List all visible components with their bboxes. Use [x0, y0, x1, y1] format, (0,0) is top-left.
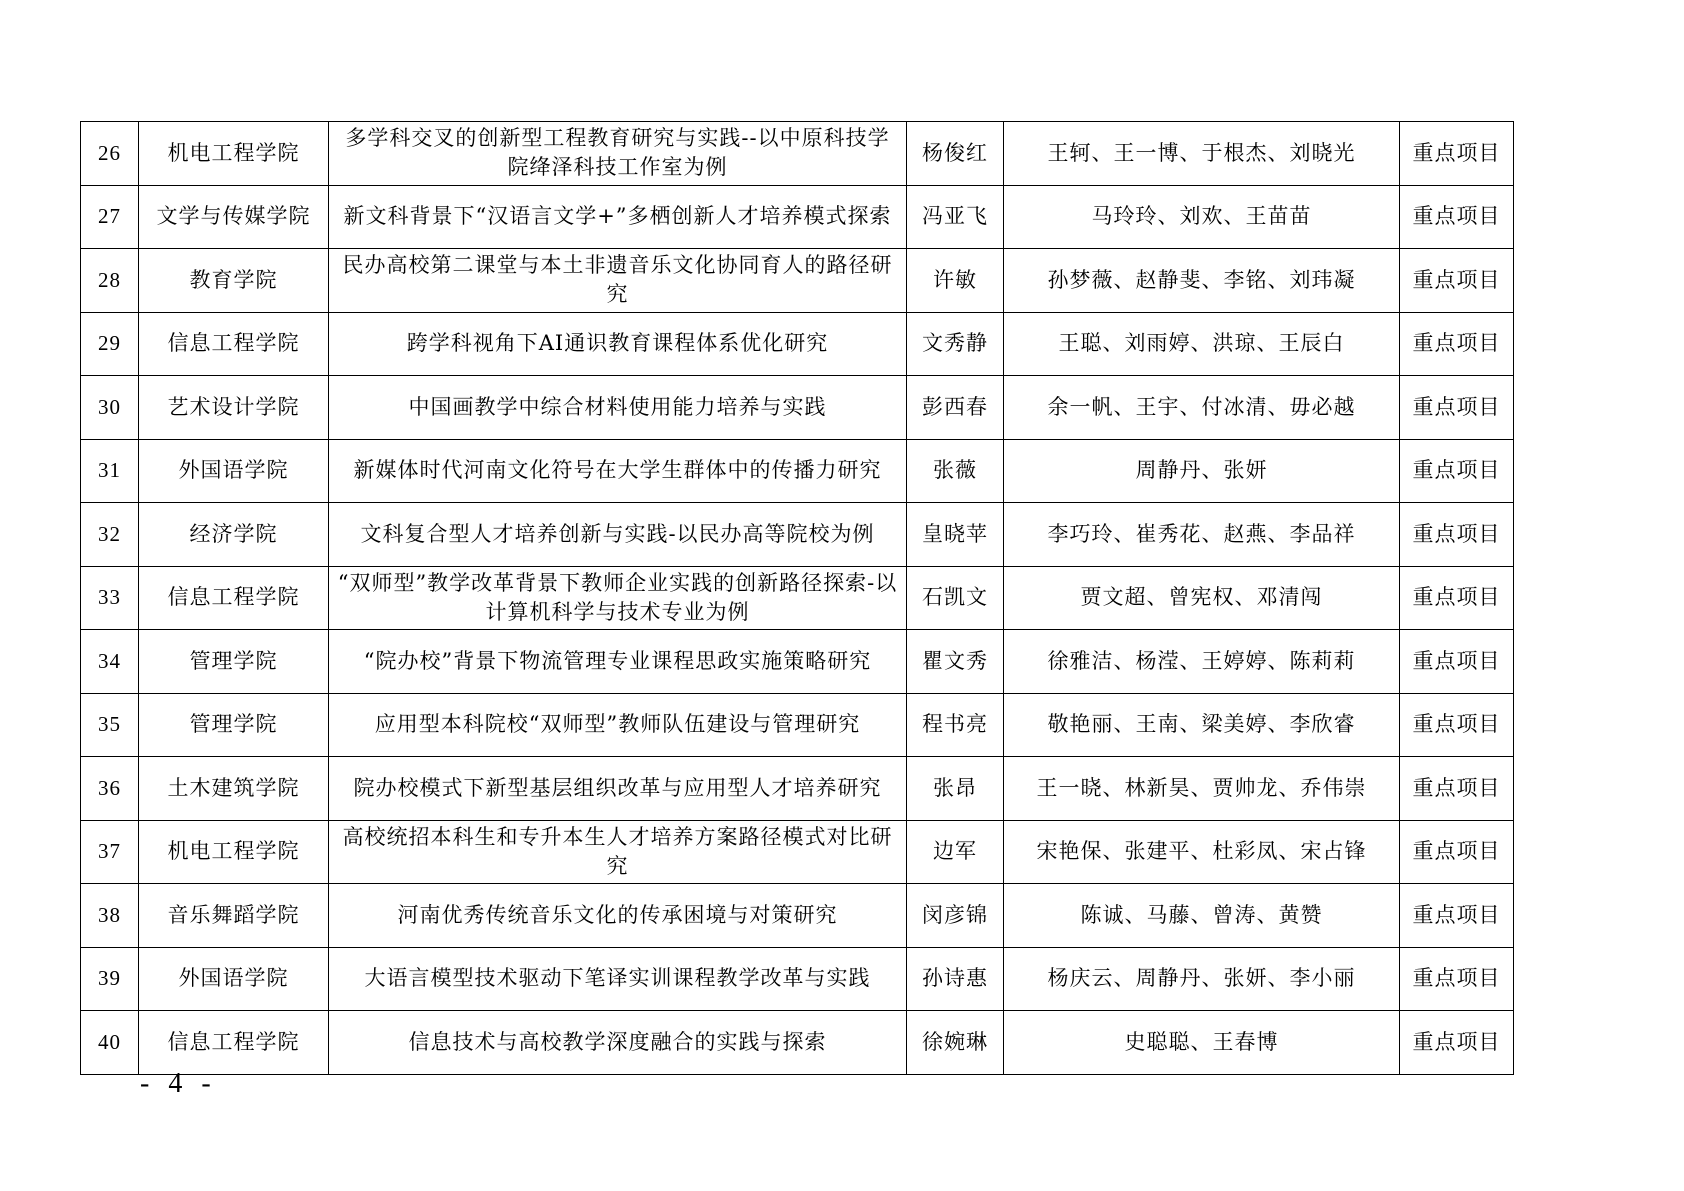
project-leader-cell: 边军	[907, 820, 1004, 884]
table-row	[81, 376, 1514, 440]
college-cell: 经济学院	[139, 503, 329, 567]
project-leader-cell: 孙诗惠	[907, 947, 1004, 1011]
team-members-cell: 李巧玲、崔秀花、赵燕、李品祥	[1004, 503, 1400, 567]
project-title-cell: 河南优秀传统音乐文化的传承困境与对策研究	[329, 884, 907, 948]
project-title-cell: 多学科交叉的创新型工程教育研究与实践--以中原科技学院绛泽科技工作室为例	[329, 122, 907, 186]
project-level-cell: 重点项目	[1400, 630, 1514, 694]
college-cell: 信息工程学院	[139, 1011, 329, 1075]
project-title-cell: “院办校”背景下物流管理专业课程思政实施策略研究	[329, 630, 907, 694]
college-cell: 机电工程学院	[139, 820, 329, 884]
table-row	[81, 566, 1514, 630]
project-level-cell: 重点项目	[1400, 693, 1514, 757]
team-members-cell: 徐雅洁、杨滢、王婷婷、陈莉莉	[1004, 630, 1400, 694]
project-leader-cell: 杨俊红	[907, 122, 1004, 186]
project-title-cell: 新文科背景下“汉语言文学+”多栖创新人才培养模式探索	[329, 185, 907, 249]
project-level-cell: 重点项目	[1400, 122, 1514, 186]
team-members-cell: 余一帆、王宇、付冰清、毋必越	[1004, 376, 1400, 440]
project-level-cell: 重点项目	[1400, 947, 1514, 1011]
project-level-cell: 重点项目	[1400, 185, 1514, 249]
project-leader-cell: 张薇	[907, 439, 1004, 503]
project-title-cell: 跨学科视角下AI通识教育课程体系优化研究	[329, 312, 907, 376]
project-level-cell: 重点项目	[1400, 249, 1514, 313]
table-row	[81, 249, 1514, 313]
college-cell: 文学与传媒学院	[139, 185, 329, 249]
college-cell: 土木建筑学院	[139, 757, 329, 821]
college-cell: 信息工程学院	[139, 312, 329, 376]
table-row	[81, 630, 1514, 694]
page-number: - 4 -	[140, 1068, 217, 1099]
row-number-cell: 37	[81, 820, 139, 884]
team-members-cell: 王一晓、林新昊、贾帅龙、乔伟崇	[1004, 757, 1400, 821]
row-number-cell: 33	[81, 566, 139, 630]
college-cell: 管理学院	[139, 693, 329, 757]
row-number-cell: 38	[81, 884, 139, 948]
college-cell: 机电工程学院	[139, 122, 329, 186]
table-row	[81, 312, 1514, 376]
team-members-cell: 史聪聪、王春博	[1004, 1011, 1400, 1075]
project-title-cell: 民办高校第二课堂与本土非遗音乐文化协同育人的路径研究	[329, 249, 907, 313]
team-members-cell: 王轲、王一博、于根杰、刘晓光	[1004, 122, 1400, 186]
row-number-cell: 35	[81, 693, 139, 757]
college-cell: 管理学院	[139, 630, 329, 694]
project-level-cell: 重点项目	[1400, 820, 1514, 884]
row-number-cell: 32	[81, 503, 139, 567]
table-row	[81, 693, 1514, 757]
project-level-cell: 重点项目	[1400, 376, 1514, 440]
table-row	[81, 884, 1514, 948]
project-title-cell: 信息技术与高校教学深度融合的实践与探索	[329, 1011, 907, 1075]
college-cell: 音乐舞蹈学院	[139, 884, 329, 948]
team-members-cell: 宋艳保、张建平、杜彩凤、宋占锋	[1004, 820, 1400, 884]
table-row	[81, 122, 1514, 186]
team-members-cell: 贾文超、曾宪权、邓清闯	[1004, 566, 1400, 630]
project-level-cell: 重点项目	[1400, 884, 1514, 948]
row-number-cell: 28	[81, 249, 139, 313]
project-level-cell: 重点项目	[1400, 503, 1514, 567]
table-row	[81, 439, 1514, 503]
row-number-cell: 29	[81, 312, 139, 376]
project-leader-cell: 皇晓苹	[907, 503, 1004, 567]
project-title-cell: 文科复合型人才培养创新与实践-以民办高等院校为例	[329, 503, 907, 567]
project-title-cell: “双师型”教学改革背景下教师企业实践的创新路径探索-以计算机科学与技术专业为例	[329, 566, 907, 630]
row-number-cell: 36	[81, 757, 139, 821]
project-table-body	[81, 122, 1514, 1075]
project-level-cell: 重点项目	[1400, 757, 1514, 821]
project-leader-cell: 瞿文秀	[907, 630, 1004, 694]
row-number-cell: 31	[81, 439, 139, 503]
project-leader-cell: 文秀静	[907, 312, 1004, 376]
row-number-cell: 39	[81, 947, 139, 1011]
college-cell: 信息工程学院	[139, 566, 329, 630]
team-members-cell: 马玲玲、刘欢、王苗苗	[1004, 185, 1400, 249]
team-members-cell: 陈诚、马藤、曾涛、黄赞	[1004, 884, 1400, 948]
table-row	[81, 947, 1514, 1011]
team-members-cell: 杨庆云、周静丹、张妍、李小丽	[1004, 947, 1400, 1011]
college-cell: 艺术设计学院	[139, 376, 329, 440]
row-number-cell: 27	[81, 185, 139, 249]
row-number-cell: 30	[81, 376, 139, 440]
table-row	[81, 757, 1514, 821]
row-number-cell: 34	[81, 630, 139, 694]
project-title-cell: 大语言模型技术驱动下笔译实训课程教学改革与实践	[329, 947, 907, 1011]
team-members-cell: 王聪、刘雨婷、洪琼、王辰白	[1004, 312, 1400, 376]
project-title-cell: 院办校模式下新型基层组织改革与应用型人才培养研究	[329, 757, 907, 821]
project-level-cell: 重点项目	[1400, 439, 1514, 503]
project-level-cell: 重点项目	[1400, 1011, 1514, 1075]
project-leader-cell: 闵彦锦	[907, 884, 1004, 948]
row-number-cell: 26	[81, 122, 139, 186]
college-cell: 外国语学院	[139, 439, 329, 503]
table-row	[81, 1011, 1514, 1075]
project-leader-cell: 徐婉琳	[907, 1011, 1004, 1075]
table-row	[81, 185, 1514, 249]
project-leader-cell: 石凯文	[907, 566, 1004, 630]
project-level-cell: 重点项目	[1400, 312, 1514, 376]
project-leader-cell: 程书亮	[907, 693, 1004, 757]
project-title-cell: 高校统招本科生和专升本生人才培养方案路径模式对比研究	[329, 820, 907, 884]
college-cell: 外国语学院	[139, 947, 329, 1011]
project-level-cell: 重点项目	[1400, 566, 1514, 630]
project-title-cell: 应用型本科院校“双师型”教师队伍建设与管理研究	[329, 693, 907, 757]
college-cell: 教育学院	[139, 249, 329, 313]
project-title-cell: 中国画教学中综合材料使用能力培养与实践	[329, 376, 907, 440]
row-number-cell: 40	[81, 1011, 139, 1075]
project-table	[80, 121, 1514, 1075]
table-row	[81, 820, 1514, 884]
team-members-cell: 孙梦薇、赵静斐、李铭、刘玮凝	[1004, 249, 1400, 313]
team-members-cell: 周静丹、张妍	[1004, 439, 1400, 503]
project-title-cell: 新媒体时代河南文化符号在大学生群体中的传播力研究	[329, 439, 907, 503]
project-leader-cell: 彭西春	[907, 376, 1004, 440]
project-leader-cell: 许敏	[907, 249, 1004, 313]
team-members-cell: 敬艳丽、王南、梁美婷、李欣睿	[1004, 693, 1400, 757]
table-row	[81, 503, 1514, 567]
project-leader-cell: 张昂	[907, 757, 1004, 821]
project-leader-cell: 冯亚飞	[907, 185, 1004, 249]
